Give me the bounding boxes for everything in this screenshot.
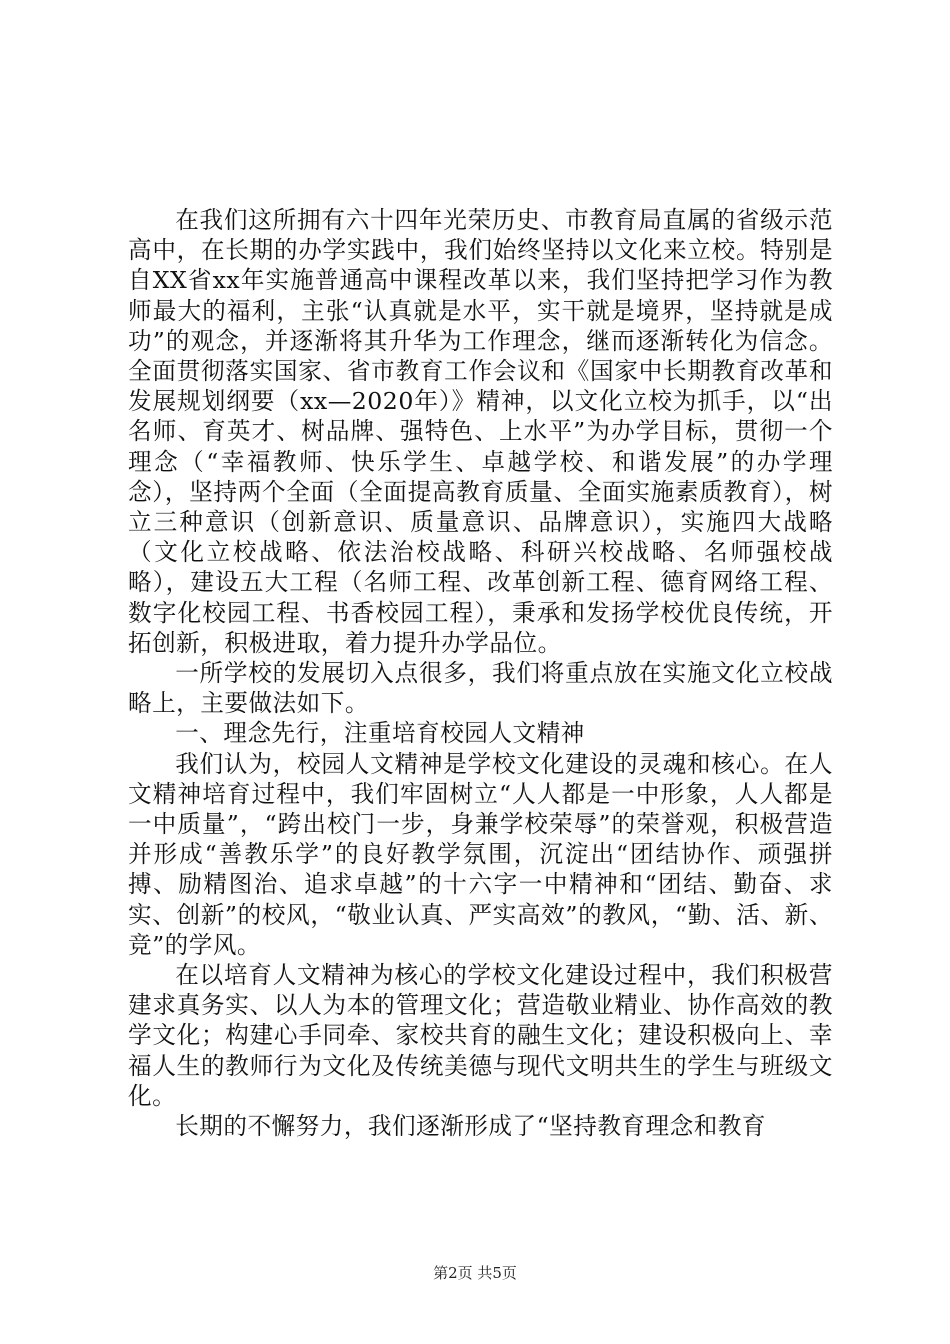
paragraph-humanistic-spirit: 我们认为，校园人文精神是学校文化建设的灵魂和核心。在人文精神培育过程中，我们牢固树立“人人都是一中形象，人人都是一中质量”，“跨出校门一步，身兼学校荣辱”的荣誉观，积极营造并形成“善教乐学”的良好教学氛围，沉淀出“团结协作、顽强拼搏、励精图治、追求卓越”的十六字一中精神和“团结、勤奋、求实、创新”的校风，“敬业认真、严实高效”的教风，“勤、活、新、竞”的学风。 bbox=[128, 749, 833, 959]
document-body bbox=[128, 205, 833, 1141]
section-heading-concept-first: 一、理念先行，注重培育校园人文精神 bbox=[175, 719, 585, 748]
paragraph-school-culture-overview: 在我们这所拥有六十四年光荣历史、市教育局直属的省级示范高中，在长期的办学实践中，我们始终坚持以文化来立校。特别是自XX省xx年实施普通高中课程改革以来，我们坚持把学习作为教师最大的福利，主张“认真就是水平，实干就是境界，坚持就是成功”的观念，并逐渐将其升华为工作理念，继而逐渐转化为信念。全面贯彻落实国家、省市教育工作会议和《国家中长期教育改革和发展规划纲要（xx—2020年）》精神，以文化立校为抓手，以“出名师、育英才、树品牌、强特色、上水平”为办学目标，贯彻一个理念（“幸福教师、快乐学生、卓越学校、和谐发展”的办学理念），坚持两个全面（全面提高教育质量、全面实施素质教育），树立三种意识（创新意识、质量意识、品牌意识），实施四大战略（文化立校战略、依法治校战略、科研兴校战略、名师强校战略），建设五大工程（名师工程、改革创新工程、德育网络工程、数字化校园工程、书香校园工程），秉承和发扬学校优良传统，开拓创新，积极进取，着力提升办学品位。 bbox=[128, 206, 833, 657]
page-number-footer: 第2页 共5页 bbox=[433, 1264, 517, 1282]
paragraph-culture-building: 在以培育人文精神为核心的学校文化建设过程中，我们积极营建求真务实、以人为本的管理文化；营造敬业精业、协作高效的教学文化；构建心手同牵、家校共育的融生文化；建设积极向上、幸福人生的教师行为文化及传统美德与现代文明共生的学生与班级文化。 bbox=[128, 961, 833, 1110]
paragraph-long-term-effort: 长期的不懈努力，我们逐渐形成了“坚持教育理念和教育 bbox=[175, 1112, 766, 1141]
paragraph-development-focus: 一所学校的发展切入点很多，我们将重点放在实施文化立校战略上，主要做法如下。 bbox=[128, 659, 833, 718]
